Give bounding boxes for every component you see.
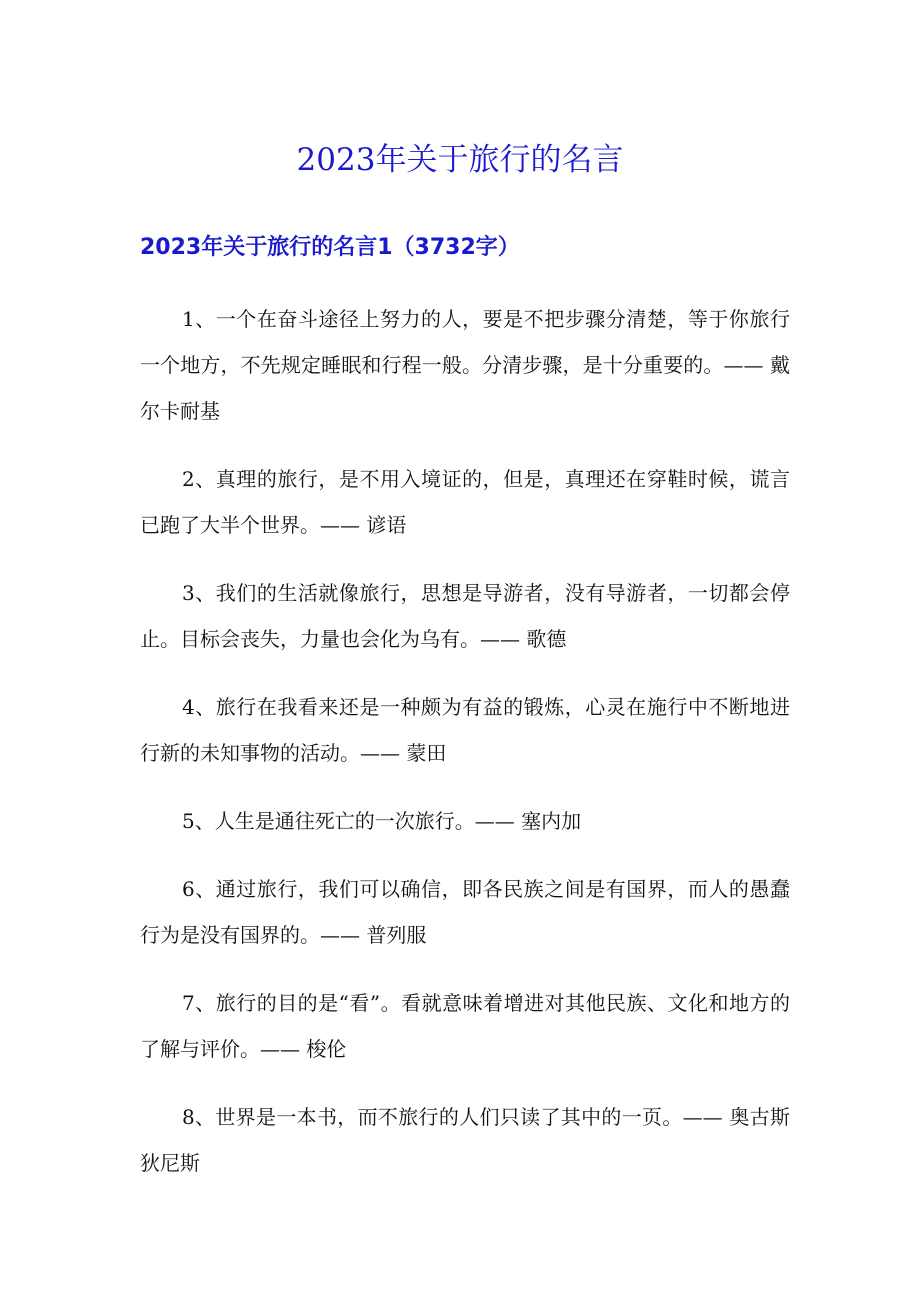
quote-list	[140, 296, 790, 1208]
quote-item: 8、世界是一本书，而不旅行的人们只读了其中的一页。—— 奥古斯狄尼斯	[140, 1105, 790, 1175]
quote-item: 5、人生是通往死亡的一次旅行。—— 塞内加	[182, 809, 582, 833]
quote-item: 6、通过旅行，我们可以确信，即各民族之间是有国界，而人的愚蠢行为是没有国界的。—— 普列服	[140, 877, 790, 947]
document-title: 2023年关于旅行的名言	[296, 142, 624, 178]
section-heading: 2023年关于旅行的名言1（3732字）	[140, 235, 520, 260]
quote-item: 3、我们的生活就像旅行，思想是导游者，没有导游者，一切都会停止。目标会丧失，力量也会化为乌有。—— 歌德	[140, 581, 790, 651]
quote-item: 4、旅行在我看来还是一种颇为有益的锻炼，心灵在施行中不断地进行新的未知事物的活动。—— 蒙田	[140, 695, 790, 765]
quote-item: 2、真理的旅行，是不用入境证的，但是，真理还在穿鞋时候，谎言已跑了大半个世界。—— 谚语	[140, 467, 790, 537]
quote-item: 7、旅行的目的是“看”。看就意味着增进对其他民族、文化和地方的了解与评价。—— 梭伦	[140, 991, 790, 1061]
quote-item: 1、一个在奋斗途径上努力的人，要是不把步骤分清楚，等于你旅行一个地方，不先规定睡眠和行程一般。分清步骤，是十分重要的。—— 戴尔卡耐基	[140, 307, 790, 423]
